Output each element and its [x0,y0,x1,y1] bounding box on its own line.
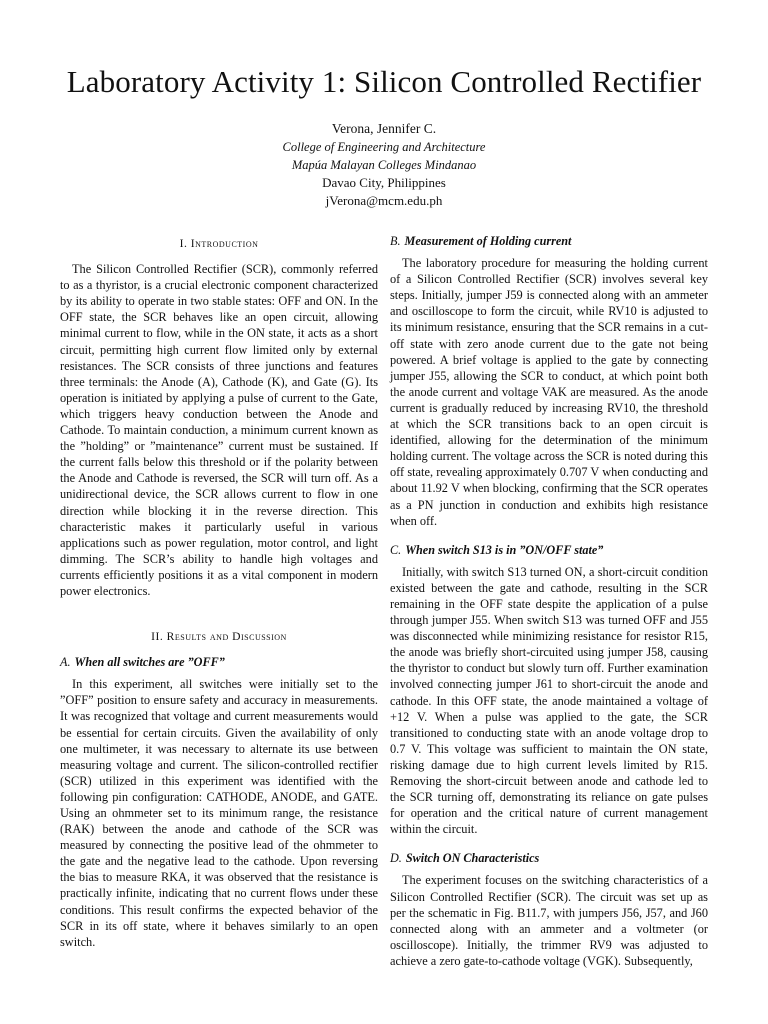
subsection-letter: B. [390,234,401,248]
introduction-paragraph: The Silicon Controlled Rectifier (SCR), commonly referred to as a thyristor, is a crucial electronic component characterized by its ability to operate in two stable states: OFF and ON. In the OFF state, the SCR behaves like an open circuit, allowing minimal current to flow, while in the ON state, it acts as a short circuit, permitting high current flow limited only by external resistances. The SCR consists of three junctions and features three terminals: the Anode (A), Cathode (K), and Gate (G). Its operation is initiated by applying a pulse of current to the Gate, which triggers heavy conduction between the Anode and Cathode. To maintain conduction, a minimum current known as the ”holding” or ”maintenance” current must be sustained. If the current falls below this threshold or if the polarity between the Anode and Cathode is reversed, the SCR will turn off. As a unidirectional device, the SCR allows current to flow in one direction while blocking it in the reverse direction. This characteristic makes it particularly useful in various applications such as power regulation, motor control, and light dimming. The SCR’s ability to handle high voltages and currents efficiently positions it as a vital component in modern power electronics. [60,262,378,598]
section-heading-introduction: I. Introduction [179,237,259,250]
left-column [60,230,378,950]
subsection-title: When all switches are ”OFF” [74,655,225,670]
subsection-heading-c [390,542,708,558]
paper-title: Laboratory Activity 1: Silicon Controlled Rectifier [66,64,702,99]
subsection-heading-b [390,233,708,249]
affiliation-school: Mapúa Malayan Colleges Mindanao [291,158,477,172]
section-heading-results: II. Results and Discussion [151,630,287,644]
subsection-title: Measurement of Holding current [404,234,572,248]
subsection-letter: A. [60,655,71,670]
subsection-title: Switch ON Characteristics [405,851,540,866]
subsection-c-paragraph: Initially, with switch S13 turned ON, a short-circuit condition existed between the gate and cathode, resulting in the SCR remaining in the OFF state despite the application of a pulse through jumper J55. When switch S13 was turned OFF and J55 was disconnected while minimizing resistance for resistor R15, the anode was briefly short-circuited using jumper J58, causing the thyristor to conduct but slowly turn off. Further examination involved connecting jumper J61 to short-circuit the anode and cathode. In this OFF state, the anode maintained a voltage of +12 V. When a pulse was applied to the gate, the SCR transitioned to conducting state with an anode voltage drop to 0.7 V. This voltage was sufficient to maintain the ON state, risking damage due to high current levels limited by R15. Removing the short-circuit between anode and cathode led to the SCR turning off, demonstrating its reliance on gate pulses for operation and the critical nature of current management within the circuit. [390,564,708,837]
subsection-a-paragraph: In this experiment, all switches were initially set to the ”OFF” position to ensure safety and accuracy in measurements. It was recognized that voltage and current measurements would be essential for certain circuits. Given the availability of only one multimeter, it was necessary to alternate its use between measuring voltage and current. The silicon-controlled rectifier (SCR) utilized in this experiment was identified with the following pin configuration: CATHODE, ANODE, and GATE. Using an ohmmeter set to its minimum range, the resistance (RAK) between the anode and cathode of the SCR was measured by connecting the positive lead of the ohmmeter to the gate and the negative lead to the cathode. Upon reversing the bias to measure RKA, it was observed that the resistance is practically infinite, indicating that no current flows under these conditions. This result confirms the expected behavior of the SCR in its off state, where it behaves similarly to an open switch. [60,677,378,949]
author-location: Davao City, Philippines [322,175,446,190]
subsection-letter: D. [390,851,402,866]
affiliation-college: College of Engineering and Architecture [282,140,486,154]
subsection-d-paragraph: The experiment focuses on the switching characteristics of a Silicon Controlled Rectifier (SCR). The circuit was set up as per the schematic in Fig. B11.7, with jumpers J56, J57, and J60 connected along with an ammeter and a voltmeter (or oscilloscope). Initially, the trimmer RV9 was adjusted to achieve a zero gate-to-cathode voltage (VGK). Subsequently, [390,873,708,968]
author-name: Verona, Jennifer C. [331,121,437,136]
subsection-title: When switch S13 is in ”ON/OFF state” [405,542,604,557]
subsection-b-paragraph: The laboratory procedure for measuring the holding current of a Silicon Controlled Rectifier (SCR) involves several key steps. Initially, jumper J59 is connected along with an ammeter and oscilloscope to form the circuit, while RV10 is adjusted to its minimum resistance, ensuring that the SCR remains in a cut-off state with zero anode current due to the gate not being powered. A brief voltage is applied to the gate by connecting jumper J55, allowing the SCR to conduct, at which point both the anode current and voltage VAK are measured. As the anode current is gradually reduced by increasing RV10, the threshold at which the SCR transitions back to an open circuit is identified, allowing for the determination of the minimum holding current. The voltage across the SCR is noted during this off state, revealing approximately 0.707 V when conducting and about 11.92 V when blocking, confirming that the SCR operates as a PN junction in conduction and exhibits high resistance when off. [390,256,708,528]
right-column [390,230,708,969]
subsection-letter: C. [390,542,402,557]
subsection-heading-d [390,850,708,866]
subsection-heading-a [60,654,378,670]
author-email: jVerona@mcm.edu.ph [325,193,443,208]
author-block [0,120,768,210]
